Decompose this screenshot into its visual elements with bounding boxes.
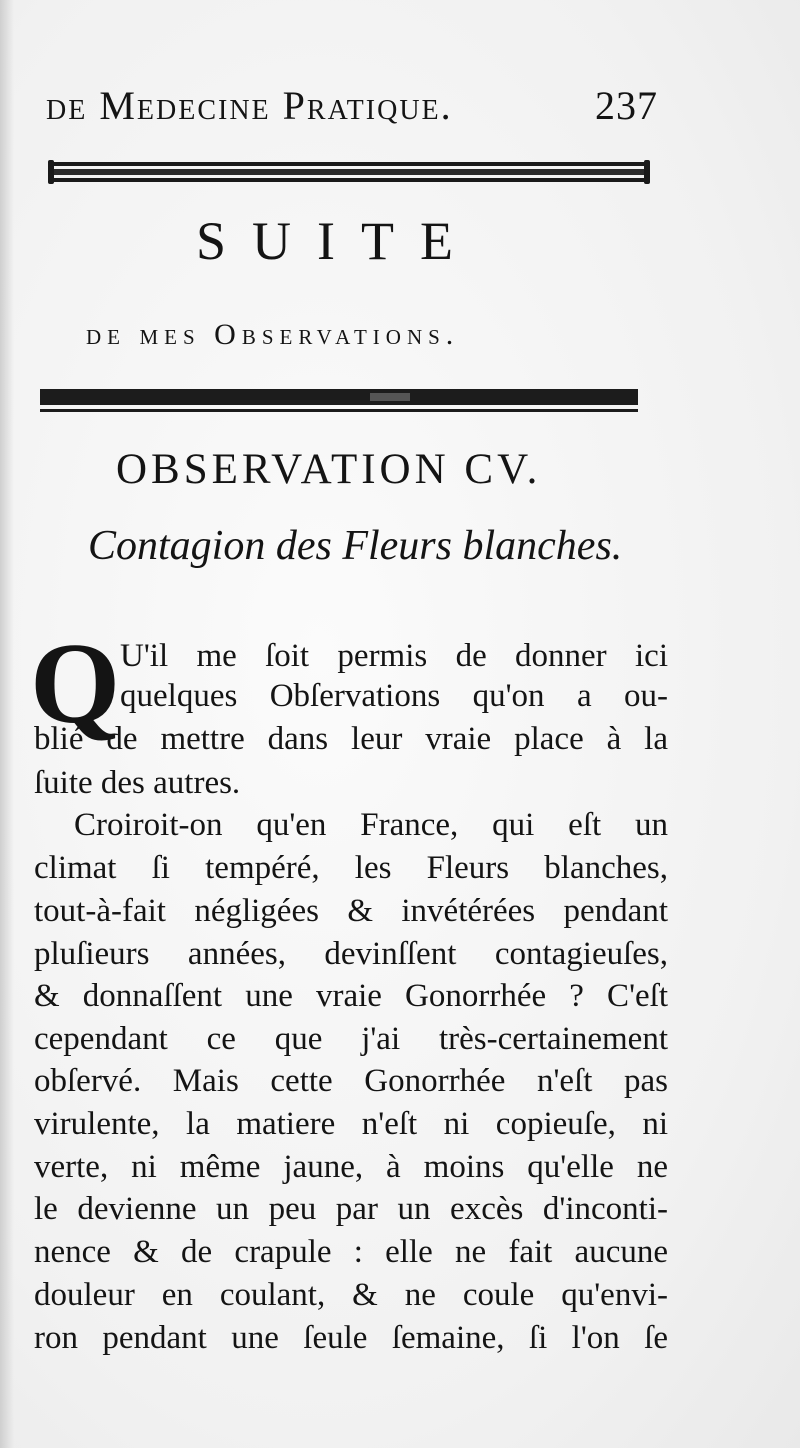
body-line: & donnaſſent une vraie Gonorrhée ? C'eſt <box>34 978 668 1014</box>
body-line: pluſieurs années, devinſſent contagieuſes, <box>34 936 668 972</box>
body-line: cependant ce que j'ai très-certainement <box>34 1021 668 1057</box>
drop-cap: Q <box>30 620 121 748</box>
body-line: climat ſi tempéré, les Fleurs blanches, <box>34 850 668 886</box>
spine-shadow <box>0 0 14 1448</box>
body-line: verte, ni même jaune, à moins qu'elle ne <box>34 1149 668 1185</box>
body-line: Croiroit-on qu'en France, qui eſt un <box>74 807 668 843</box>
body-line: tout-à-fait négligées & invétérées pendant <box>34 893 668 929</box>
observation-heading: OBSERVATION CV. <box>116 446 542 493</box>
ornamental-rule-top <box>48 160 650 184</box>
running-head-title: de Medecine Pratique. <box>46 83 453 128</box>
page-number: 237 <box>595 83 658 128</box>
body-line: blié de mettre dans leur vraie place à la <box>34 721 668 757</box>
running-head <box>46 82 666 138</box>
ornamental-rule-middle <box>40 387 638 417</box>
section-title: SUITE <box>196 211 479 271</box>
body-line: nence & de crapule : elle ne fait aucune <box>34 1234 668 1270</box>
section-subtitle: de mes Observations. <box>86 318 460 351</box>
body-line: U'il me ſoit permis de donner ici <box>120 638 668 674</box>
body-line: virulente, la matiere n'eſt ni copieuſe, ni <box>34 1106 668 1142</box>
body-line: ſuite des autres. <box>34 765 241 801</box>
body-line: obſervé. Mais cette Gonorrhée n'eſt pas <box>34 1063 668 1099</box>
body-line: ron pendant une ſeule ſemaine, ſi l'on ſe <box>34 1320 668 1356</box>
body-line: douleur en coulant, & ne coule qu'envi- <box>34 1277 668 1313</box>
body-line: le devienne un peu par un excès d'inconti- <box>34 1191 668 1227</box>
observation-subtitle: Contagion des Fleurs blanches. <box>88 523 623 569</box>
body-line: quelques Obſervations qu'on a ou- <box>120 678 668 714</box>
